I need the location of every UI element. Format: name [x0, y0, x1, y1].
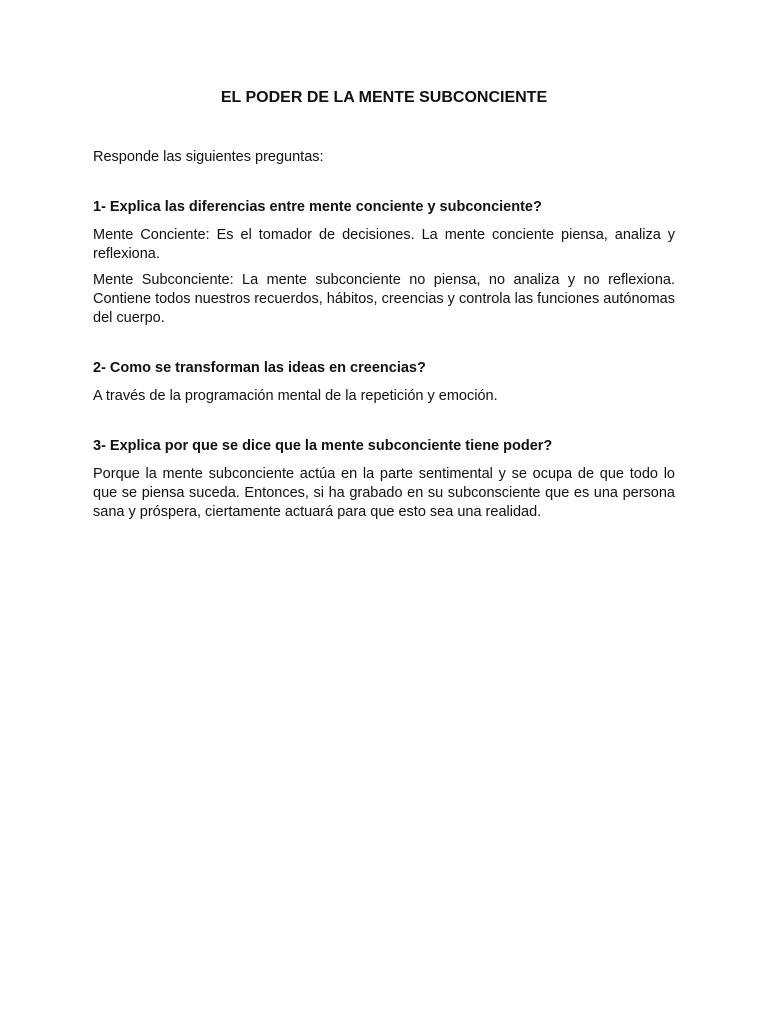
section-spacer [93, 406, 675, 420]
answer-2: A través de la programación mental de la repetición y emoción. [93, 388, 498, 404]
question-2: 2- Como se transforman las ideas en creencias? [93, 360, 426, 376]
question-section-2 [93, 359, 675, 406]
question-3: 3- Explica por que se dice que la mente subconciente tiene poder? [93, 438, 553, 454]
section-spacer [93, 328, 675, 342]
question-section-1 [93, 198, 675, 328]
document-title: EL PODER DE LA MENTE SUBCONCIENTE [220, 89, 548, 106]
document-page [93, 88, 675, 522]
answer-1-conciente: Mente Conciente: Es el tomador de decisiones. La mente conciente piensa, analiza y reflexiona. [93, 227, 675, 262]
answer-1-subconciente: Mente Subconciente: La mente subconciente no piensa, no analiza y no reflexiona. Contiene todos nuestros recuerdos, hábitos, creencias y controla las funciones autónomas del cuerpo. [93, 272, 675, 326]
instructions-text: Responde las siguientes preguntas: [93, 149, 324, 165]
question-1: 1- Explica las diferencias entre mente conciente y subconciente? [93, 199, 542, 215]
question-section-3 [93, 437, 675, 522]
answer-3: Porque la mente subconciente actúa en la parte sentimental y se ocupa de que todo lo que se piensa suceda. Entonces, si ha grabado en su subconsciente que es una persona sana y próspera, ciertamente actuará para que esto sea una realidad. [93, 466, 675, 520]
